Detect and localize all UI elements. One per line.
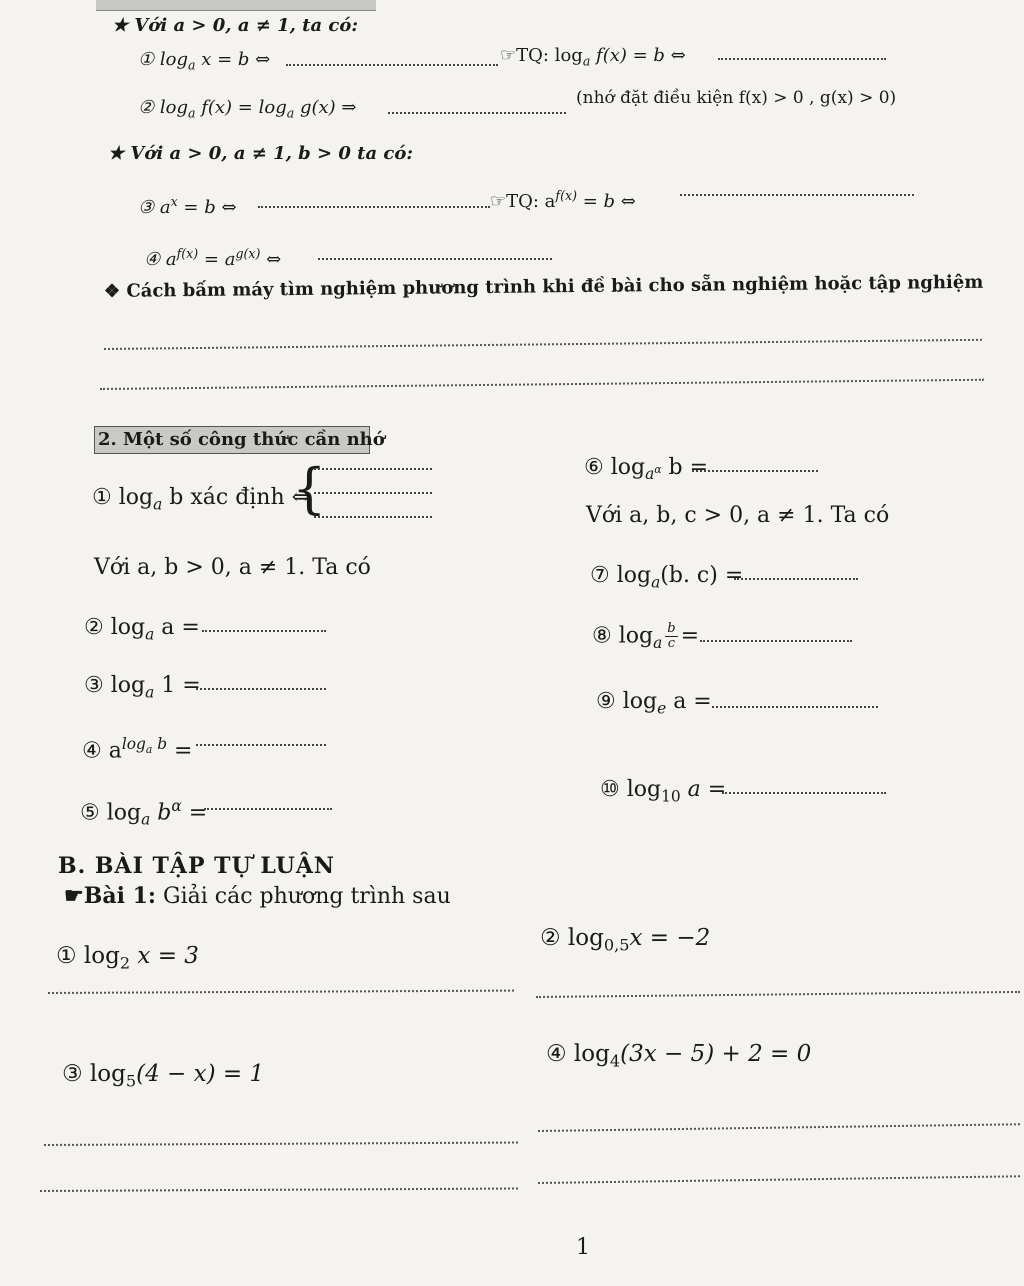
rule-7: ⑦ $\log_a(b$. c) = <box>590 563 744 592</box>
condition-left: Với a, b > 0, a ≠ 1. Ta có <box>94 555 371 580</box>
answer-line[interactable] <box>104 339 982 350</box>
answer-blank[interactable] <box>318 258 552 260</box>
rule-9: ⑨ $\log_e a$ = <box>596 689 712 718</box>
answer-blank[interactable] <box>712 706 878 708</box>
answer-blank[interactable] <box>680 194 914 196</box>
rule-10: ⑩ $\log_{10} a$ = <box>600 777 727 806</box>
answer-line[interactable] <box>538 1175 1020 1184</box>
answer-line[interactable] <box>48 990 514 994</box>
condition-2: ★ Với a > 0, a ≠ 1, b > 0 ta có: <box>108 143 413 164</box>
answer-blank[interactable] <box>286 64 498 66</box>
formula-1: ① $\log_a x = b$ ⇔ <box>138 49 271 73</box>
condition-1: ★ Với a > 0, a ≠ 1, ta có: <box>112 15 359 36</box>
answer-line[interactable] <box>538 1123 1020 1132</box>
answer-blank[interactable] <box>258 206 490 208</box>
answer-blank[interactable] <box>314 492 432 494</box>
answer-blank[interactable] <box>692 470 818 472</box>
answer-line[interactable] <box>100 379 984 390</box>
calculator-heading: ❖ Cách bấm máy tìm nghiệm phương trình khi đề bài cho sẵn nghiệm hoặc tập nghiệm <box>103 271 984 302</box>
answer-blank[interactable] <box>388 112 566 114</box>
answer-blank[interactable] <box>700 640 852 642</box>
rule-5: ⑤ $\log_a b^\alpha$ = <box>80 797 208 829</box>
top-header-bar <box>96 0 376 11</box>
answer-blank[interactable] <box>314 516 432 518</box>
rule-4: ④ $a^{log_a b}$ = <box>82 735 193 764</box>
section-2-heading: 2. Một số công thức cần nhớ <box>98 429 385 450</box>
formula-4: ④ $a^{f(x)} = a^{g(x)}$ ⇔ <box>144 246 282 270</box>
rule-6: ⑥ $\log_{a^\alpha} b$ = <box>584 455 709 484</box>
exercise-1-3: ③ $\log_5(4 - x) = 1$ <box>62 1061 265 1091</box>
rule-2: ② $\log_a a$ = <box>84 615 200 644</box>
answer-blank[interactable] <box>204 808 332 810</box>
formula-3: ③ $a^x = b$ ⇔ <box>138 194 237 218</box>
section-b-heading: B. BÀI TẬP TỰ LUẬN <box>58 853 336 879</box>
answer-blank[interactable] <box>202 630 326 632</box>
formula-3-tq: ☞TQ: $a^{f(x)} = b$ ⇔ <box>490 188 636 212</box>
answer-blank[interactable] <box>722 792 886 794</box>
answer-line[interactable] <box>536 991 1020 998</box>
answer-line[interactable] <box>44 1142 518 1146</box>
answer-blank[interactable] <box>314 468 432 470</box>
rule-3: ③ $\log_a 1$ = <box>84 673 201 702</box>
exercise-1-2: ② $\log_{0,5}x = -2$ <box>540 925 711 955</box>
formula-2-note: (nhớ đặt điều kiện f(x) > 0 , g(x) > 0) <box>576 88 897 108</box>
formula-1-tq: ☞TQ: $\log_a f(x) = b$ ⇔ <box>500 45 686 69</box>
formula-2: ② $\log_a f(x) = \log_a g(x)$ ⇒ <box>138 97 357 121</box>
rule-8: ⑧ $\log_a$ $\frac{b}{c}$ = <box>592 621 700 652</box>
condition-right: Với a, b, c > 0, a ≠ 1. Ta có <box>586 503 890 528</box>
page-number: 1 <box>576 1235 590 1260</box>
exercise-1-4: ④ $\log_4(3x - 5) + 2 = 0$ <box>546 1041 812 1071</box>
answer-blank[interactable] <box>734 578 858 580</box>
exercise-1-1: ① $\log_2 x = 3$ <box>56 943 199 973</box>
answer-blank[interactable] <box>718 58 886 60</box>
answer-blank[interactable] <box>196 688 326 690</box>
brace-symbol: { <box>292 457 327 520</box>
answer-line[interactable] <box>40 1187 518 1192</box>
exercise-1-prompt: ☛Bài 1: Giải các phương trình sau <box>64 883 451 909</box>
answer-blank[interactable] <box>196 744 326 746</box>
rule-1: ① $\log_a b$ xác định ⇔ <box>92 485 311 514</box>
